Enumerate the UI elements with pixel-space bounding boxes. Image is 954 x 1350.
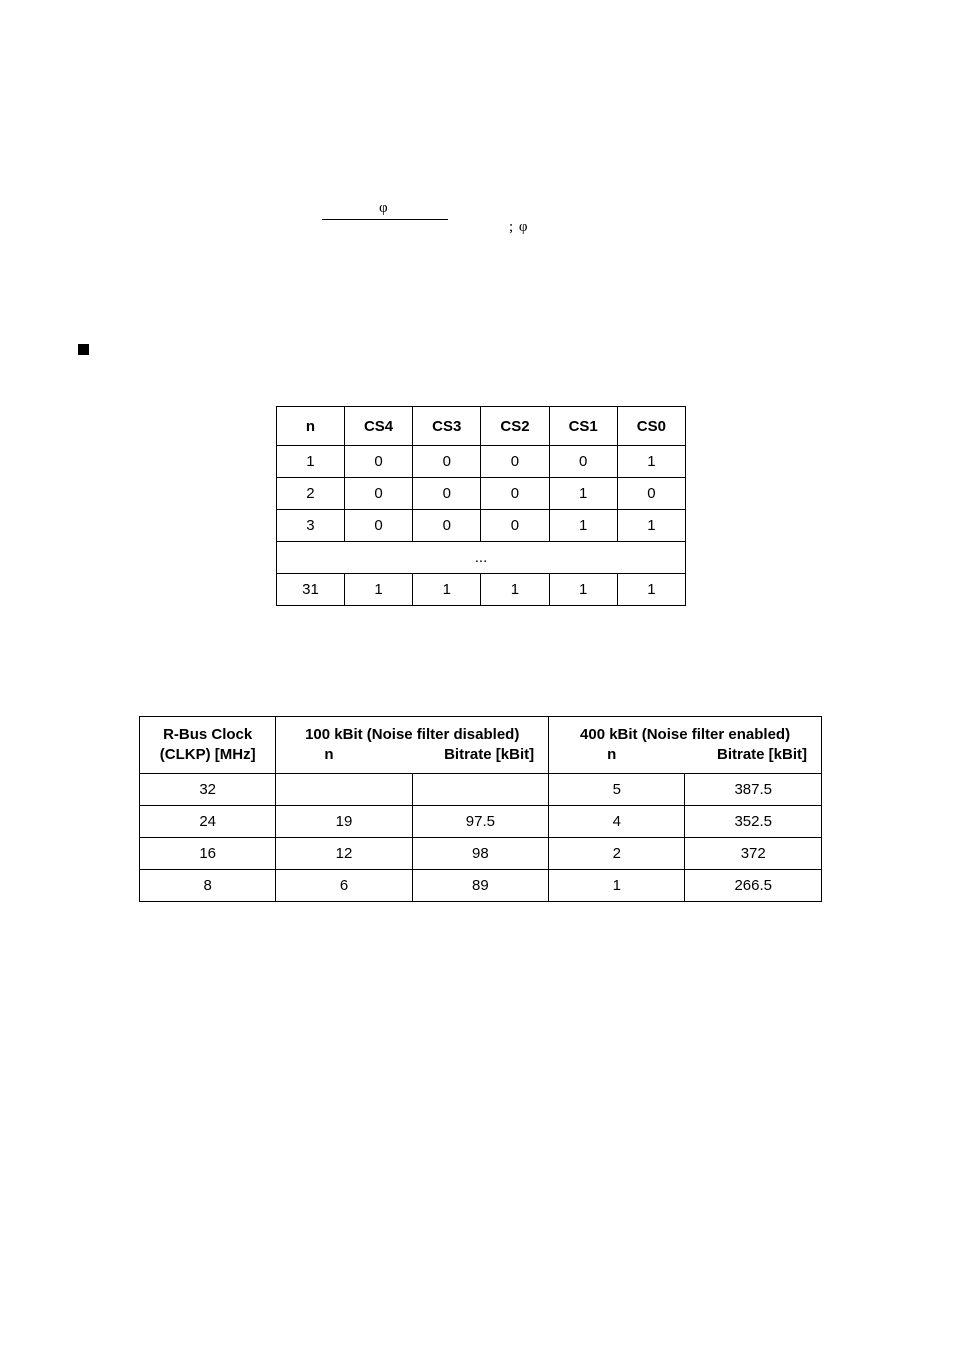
table-cell: 0 bbox=[617, 478, 685, 510]
table-cell: 1 bbox=[617, 446, 685, 478]
table-row bbox=[140, 838, 822, 870]
table-cell: 5 bbox=[549, 774, 685, 806]
table-row bbox=[140, 774, 822, 806]
group-100k-subheaders bbox=[276, 745, 548, 765]
formula-note: ; φ bbox=[509, 219, 529, 235]
table-cell: 0 bbox=[413, 478, 481, 510]
table-header-row bbox=[277, 407, 686, 446]
table-cell bbox=[276, 774, 412, 806]
header-cell: CS1 bbox=[549, 407, 617, 446]
group-400k-n-label: n bbox=[607, 746, 617, 763]
header-cell: CS2 bbox=[481, 407, 549, 446]
group-100k-n-label: n bbox=[324, 746, 334, 763]
group-400k-header bbox=[549, 717, 822, 774]
table-header-row bbox=[140, 717, 822, 774]
header-cell: CS0 bbox=[617, 407, 685, 446]
table-cell: 1 bbox=[344, 574, 412, 606]
table-cell: 0 bbox=[344, 510, 412, 542]
table-cell: 2 bbox=[549, 838, 685, 870]
group-400k-bitrate-label: Bitrate [kBit] bbox=[716, 746, 807, 763]
ellipsis-row bbox=[277, 542, 686, 574]
table-cell: 352.5 bbox=[685, 806, 822, 838]
group-400k-title: 400 kBit (Noise filter enabled) bbox=[580, 726, 791, 743]
ellipsis-cell: ... bbox=[277, 542, 686, 574]
table-cell bbox=[412, 774, 548, 806]
bitrate-table bbox=[139, 716, 822, 902]
table-row bbox=[140, 870, 822, 902]
table-cell: 0 bbox=[344, 446, 412, 478]
table-row bbox=[277, 574, 686, 606]
table-cell: 98 bbox=[412, 838, 548, 870]
table-row bbox=[277, 446, 686, 478]
clock-header-line2: (CLKP) [MHz] bbox=[159, 746, 256, 763]
table-row bbox=[277, 510, 686, 542]
table-cell: 1 bbox=[413, 574, 481, 606]
table-cell: 3 bbox=[277, 510, 345, 542]
table-cell: 19 bbox=[276, 806, 412, 838]
table-cell: 0 bbox=[549, 446, 617, 478]
phi-symbol: φ bbox=[379, 200, 388, 216]
table-cell: 0 bbox=[481, 478, 549, 510]
table-cell: 0 bbox=[481, 446, 549, 478]
table-cell: 4 bbox=[549, 806, 685, 838]
table-cell: 387.5 bbox=[685, 774, 822, 806]
table-cell: 1 bbox=[617, 574, 685, 606]
table-cell: 24 bbox=[140, 806, 276, 838]
table-cell: 31 bbox=[277, 574, 345, 606]
header-cell: n bbox=[277, 407, 345, 446]
table-cell: 1 bbox=[549, 870, 685, 902]
table-cell: 0 bbox=[481, 510, 549, 542]
table-cell: 0 bbox=[413, 446, 481, 478]
clock-header bbox=[140, 717, 276, 774]
table-cell: 1 bbox=[549, 574, 617, 606]
cs-bits-table bbox=[276, 406, 686, 606]
table-cell: 97.5 bbox=[412, 806, 548, 838]
table-cell: 89 bbox=[412, 870, 548, 902]
table-cell: 266.5 bbox=[685, 870, 822, 902]
header-cell: CS3 bbox=[413, 407, 481, 446]
table-cell: 1 bbox=[617, 510, 685, 542]
table-cell: 12 bbox=[276, 838, 412, 870]
group-100k-bitrate-label: Bitrate [kBit] bbox=[444, 746, 535, 763]
table-cell: 1 bbox=[549, 510, 617, 542]
fraction-line bbox=[322, 219, 448, 220]
table-row bbox=[140, 806, 822, 838]
table-cell: 1 bbox=[549, 478, 617, 510]
table-cell: 1 bbox=[277, 446, 345, 478]
table-cell: 2 bbox=[277, 478, 345, 510]
table-cell: 0 bbox=[413, 510, 481, 542]
table-cell: 32 bbox=[140, 774, 276, 806]
table-cell: 1 bbox=[481, 574, 549, 606]
table-row bbox=[277, 478, 686, 510]
table-cell: 6 bbox=[276, 870, 412, 902]
table-cell: 0 bbox=[344, 478, 412, 510]
header-cell: CS4 bbox=[344, 407, 412, 446]
table-cell: 372 bbox=[685, 838, 822, 870]
square-bullet-icon bbox=[78, 344, 89, 355]
group-400k-subheaders bbox=[549, 745, 821, 765]
group-100k-title: 100 kBit (Noise filter disabled) bbox=[305, 726, 520, 743]
table-cell: 16 bbox=[140, 838, 276, 870]
clock-header-line1: R-Bus Clock bbox=[163, 726, 253, 743]
table-cell: 8 bbox=[140, 870, 276, 902]
group-100k-header bbox=[276, 717, 549, 774]
